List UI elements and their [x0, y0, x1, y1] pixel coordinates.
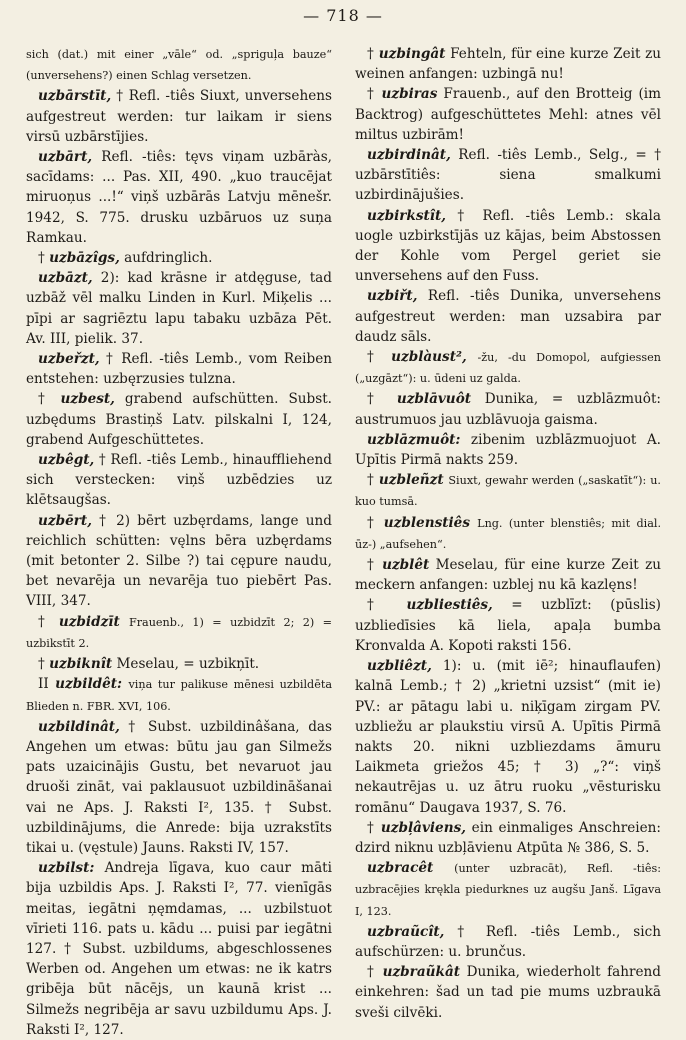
- entry-text: zibenim uzblāzmuojuot A. Upītis Pirmā nakts 259.: [355, 431, 661, 469]
- entry-headword: uzbāzt,: [38, 270, 93, 287]
- entry-headword: uzbārt,: [38, 149, 93, 166]
- entry-text: Andreja līgava, kuo caur māti bija uzbildis Aps. J. Raksti I², 77. vienīgās meitas, iegātni ņęmdamas, ... uzbilstuot vīrieti 116. pats u. kādu ... puisi par iegātni 127. † Subst. uzbildums, abgeschlossenes Werben od. Angehen um etwas: ne ik katrs gribēja būt nācējs, un kaunā krist ... Silmežs negribēja ar savu uzbildumu Aps. J. Raksti I², 127.: [26, 860, 332, 1038]
- dictionary-entry: [355, 962, 661, 1023]
- entry-headword: uzbraũkât: [382, 964, 461, 981]
- dictionary-entry: [26, 717, 332, 858]
- entry-headword: uzbāzîgs,: [49, 250, 120, 267]
- entry-text: † 2) bērt uzbęrdams, lange und reichlich schütten: vęlns bēra uzbęrdams (mit betonter 2. Silbe ?) tai cępure naudu, bet nevarēja un nevarēja tuo piebērt Pas. VIII, 347.: [26, 512, 332, 610]
- dictionary-entry: [355, 858, 661, 922]
- entry-small-text: viņa tur palikuse mēnesi uzbildēta Blieden n. FBR. XVI, 106.: [26, 678, 333, 713]
- dictionary-entry: [26, 147, 332, 248]
- entry-headword: uzbliestiês,: [406, 597, 493, 614]
- entry-headword: uzbleñzt: [378, 472, 444, 489]
- entry-marker: †: [367, 472, 379, 489]
- entry-headword: uzbērt,: [38, 512, 92, 529]
- entry-small-text: -žu, -du Domopol, aufgiessen („uzgāzt“): u. ūdeni uz galda.: [355, 351, 661, 386]
- entry-headword: uzbirkstît,: [367, 207, 446, 224]
- entry-text: grabend aufschütten. Subst. uzbędums Brastiņš Latv. pilskalni I, 124, grabend Aufgeschüttetes.: [26, 391, 332, 448]
- entry-text: † Refl. -tiês Lemb., sich aufschürzen: u. brunčus.: [355, 923, 661, 960]
- dictionary-entry: [355, 145, 661, 206]
- entry-text: Refl. -tiês: tęvs viņam uzbāràs, sacīdams: ... Pas. XII, 490. „kuo traucējat miruoņus ...!“ viņš uzbārās Latvju mēnešr. 1942, S. 775. drusku uzbāruos uz suņa Ramkau.: [26, 149, 332, 246]
- page-number: — 718 —: [303, 6, 383, 25]
- entry-small-text: sich (dat.) mit einer „vāle“ od. „spriguļa bauze“ (unversehens?) einen Schlag versetzen.: [26, 48, 332, 83]
- entry-marker: †: [367, 964, 383, 981]
- entry-text: 2): kad krāsne ir atdęguse, tad uzbāž vēl malku Linden in Kurl. Miķelis ... pīpi ar sagriēztu lapu tabaku uzbāza Pēt. Av. III, pielik. 37.: [26, 270, 332, 347]
- entry-text: † Refl. -tiês Lemb., vom Reiben entstehen: uzbęrzusies tulzna.: [26, 351, 332, 388]
- entry-marker: †: [367, 514, 384, 531]
- entry-text: ein einmaliges Anschreien: dzird niknu uzbļāvienu Atpūta № 386, S. 5.: [355, 819, 661, 856]
- entry-headword: uzbārstīt,: [38, 88, 112, 105]
- entry-text: Dunika, wiederholt fahrend einkehren: šad un tad pie mums uzbraukā sveši cilvēki.: [355, 964, 661, 1021]
- dictionary-entry: [26, 450, 332, 511]
- entry-headword: uzblāzmuôt:: [367, 431, 461, 448]
- entry-text: Refl. -tiês Lemb., Selg., = † uzbārstītiês: siena smalkumi uzbirdinājušies.: [355, 147, 661, 204]
- entry-small-text: Frauenb., 1) = uzbidzīt 2; 2) = uzbikstīt 2.: [26, 615, 332, 650]
- left-column: [26, 44, 332, 1040]
- entry-text: 1): u. (mit iē²; hinauflaufen) kalnā Lemb.; † 2) „krietni uzsist“ (mit ie) PV.: ar pātagu labi u. niķīgam zirgam PV. uzbliežu ar plaukstiu virsū A. Upītis Pirmā nakts 20. nikni uzbliezdams āmuru Laikmeta griežos 45; † 3) „?“: viņš nekautrējas u. uz ātru ruoku „vēsturisku romānu“ Daugava 1937, S. 76.: [355, 658, 661, 816]
- dictionary-entry: [26, 674, 332, 716]
- entry-marker: †: [367, 391, 397, 408]
- entry-headword: uzbêgt,: [38, 452, 95, 469]
- dictionary-entry: [26, 349, 332, 389]
- entry-marker: †: [38, 656, 50, 673]
- dictionary-entry: [355, 656, 661, 818]
- entry-small-text: (unter uzbracāt), Refl. -tiês: uzbracējies krękla piedurknes uz augšu Janš. Līgava I, 123.: [355, 862, 662, 918]
- entry-headword: uzbliêzt,: [367, 658, 432, 675]
- dictionary-entry: [26, 511, 332, 612]
- entry-marker: †: [38, 391, 61, 408]
- dictionary-entry: [355, 286, 661, 347]
- entry-text: = uzblīzt: (pūslis) uzbliedīsies kā liela, apaļa bumba Kronvalda A. Kopoti raksti 156.: [355, 597, 661, 654]
- entry-text: Meselau, = uzbikņīt.: [112, 656, 260, 673]
- dictionary-entry: [26, 86, 332, 147]
- entry-small-text: Siuxt, gewahr werden („saskatīt“): u. kuo tumsā.: [355, 474, 661, 509]
- entry-text: † Refl. -tiês Lemb., hinauffliehend sich verstecken: viņš uzbēdzies uz klētsaugšas.: [26, 452, 332, 509]
- entry-text: Meselau, für eine kurze Zeit zu meckern anfangen: uzblej nu kā kazlęns!: [355, 557, 661, 594]
- dictionary-entry: [26, 44, 332, 86]
- entry-text: † Subst. uzbildinâšana, das Angehen um etwas: būtu jau gan Silmežs pats uzaicinājis Gustu, bet nevaruot jau druoši zināt, vai paklausuot uzbildināšanai vai ne Aps. J. Raksti I², 135. † Subst. uzbildinājums, die Anrede: bija uzrakstīts tikai u. (vęstule) Jauns. Raksti IV, 157.: [26, 718, 332, 856]
- entry-marker: †: [367, 557, 383, 574]
- dictionary-entry: [355, 595, 661, 656]
- dictionary-entry: [26, 268, 332, 349]
- entry-headword: uzbilst:: [38, 860, 95, 877]
- dictionary-entry: [26, 612, 332, 654]
- entry-text: Fehteln, für eine kurze Zeit zu weinen anfangen: uzbingā nu!: [355, 46, 661, 83]
- entry-headword: uzbraũcît,: [367, 923, 445, 940]
- entry-headword: uzbildêt:: [55, 676, 123, 693]
- dictionary-entry: [355, 44, 661, 84]
- entry-small-text: Lng. (unter blenstiês; mit dial. ūz-) „aufsehen“.: [355, 516, 661, 551]
- entry-marker: †: [367, 349, 392, 366]
- right-column: [355, 44, 661, 1023]
- dictionary-entry: [26, 248, 332, 268]
- dictionary-entry: [355, 555, 661, 595]
- dictionary-entry: [355, 513, 661, 555]
- entry-marker: †: [38, 250, 50, 267]
- dictionary-entry: [355, 347, 661, 389]
- dictionary-entry: [355, 430, 661, 470]
- entry-text: † Refl. -tiês Siuxt, unversehens aufgestreut werden: tur laikam ir siens virsū uzbārstījies.: [26, 88, 332, 145]
- entry-headword: uzbeřzt,: [38, 351, 100, 368]
- entry-headword: uzbidzīt: [58, 613, 120, 630]
- entry-headword: uzbirdinât,: [367, 147, 451, 164]
- dictionary-entry: [26, 654, 332, 674]
- dictionary-entry: [355, 922, 661, 962]
- entry-headword: uzblenstiês: [383, 514, 470, 531]
- entry-headword: uzblêt: [382, 557, 430, 574]
- dictionary-entry: [355, 389, 661, 429]
- dictionary-entry: [355, 818, 661, 858]
- entry-headword: uzbracêt: [367, 860, 434, 877]
- entry-text: Frauenb., auf den Brotteig (im Backtrog) aufgeschüttetes Mehl: atnes vēl miltus uzbirām!: [355, 86, 661, 143]
- entry-text: Refl. -tiês Dunika, unversehens aufgestreut werden: man uzsabira par daudz sāls.: [355, 288, 661, 345]
- entry-headword: uzbiknît: [49, 656, 113, 673]
- dictionary-entry: [26, 389, 332, 450]
- entry-text: † Refl. -tiês Lemb.: skala uogle uzbirkstījās uz kājas, beim Abstossen der Kohle vom Pergel geriet sie unversehens auf den Fuss.: [355, 207, 661, 285]
- entry-text: Dunika, = uzblāzmuôt: austrumuos jau uzblāvuoja gaisma.: [355, 391, 661, 428]
- entry-marker: †: [367, 86, 382, 103]
- entry-headword: uzbest,: [60, 391, 115, 408]
- entry-marker: †: [367, 597, 407, 614]
- entry-headword: uzblàust²,: [391, 349, 467, 366]
- dictionary-entry: [355, 84, 661, 145]
- entry-marker: II: [38, 676, 56, 693]
- entry-headword: uzbiřt,: [367, 288, 418, 305]
- entry-headword: uzbļâviens,: [380, 819, 466, 836]
- entry-marker: †: [367, 46, 379, 62]
- entry-headword: uzbingât: [378, 46, 446, 62]
- entry-marker: †: [38, 613, 59, 630]
- entry-text: aufdringlich.: [119, 250, 213, 267]
- entry-headword: uzbildinât,: [38, 718, 120, 735]
- dictionary-entry: [355, 470, 661, 512]
- dictionary-entry: [26, 858, 332, 1040]
- entry-headword: uzbiras: [381, 86, 438, 103]
- dictionary-entry: [355, 206, 661, 287]
- entry-headword: uzblāvuôt: [396, 391, 472, 408]
- entry-marker: †: [367, 819, 381, 836]
